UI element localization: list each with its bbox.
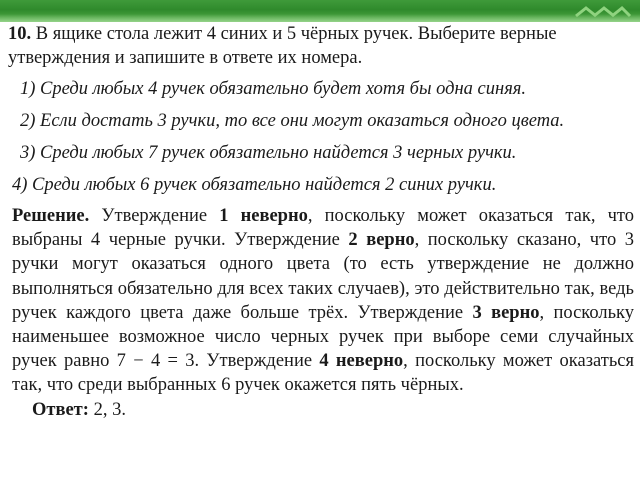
solution-label: Решение. [12,206,90,226]
answer-line [8,398,634,422]
problem-text [8,22,634,70]
claim-4-verdict: 4 неверно [319,351,404,372]
header-bar-shine [0,14,640,22]
solution-part-3: , поскольку сказано, что 3 ручки могут оказаться одного цвета (то есть утверждение не должно выполняться обязательно для всех таких случаев), это действительно так, ведь ручек каждого цвета даже больше трёх. Утверждение [12,230,635,323]
claim-1-verdict: 1 неверно [219,206,308,226]
statement-1: 1) Среди любых 4 ручек обязательно будет хотя бы одна синяя. [20,79,527,99]
corner-decoration-icon [572,2,632,20]
solution-text [8,204,634,398]
claim-2-verdict: 2 верно [348,230,415,251]
statement-3: 3) Среди любых 7 ручек обязательно найдется 3 черных ручки. [20,143,517,163]
answer-value: 2, 3. [88,399,126,420]
solution-part-1: Утверждение [89,206,220,226]
statement-2: 2) Если достать 3 ручки, то все они могут оказаться одного цвета. [20,111,565,131]
solution-part-4: , поскольку наименьшее возможное число черных ручек при выборе семи случайных ручек равно 7 − 4 = 3. Утверждение [12,302,634,372]
problem-body: В ящике стола лежит 4 синих и 5 чёрных ручек. Выберите верные утверждения и запишите в ответе их номера. [8,24,557,68]
answer-label: Ответ: [32,399,89,420]
header-bar [0,0,640,22]
solution-part-2: , поскольку может оказаться так, что выбраны 4 черные ручки. Утверждение [12,206,634,251]
claim-3-verdict: 3 верно [472,302,540,323]
solution-part-5: , поскольку может оказаться так, что среди выбранных 6 ручек окажется пять чёрных. [12,351,634,396]
slide-content [8,22,634,422]
problem-number: 10. [8,24,32,44]
statement-4: 4) Среди любых 6 ручек обязательно найдется 2 синих ручки. [12,175,497,195]
